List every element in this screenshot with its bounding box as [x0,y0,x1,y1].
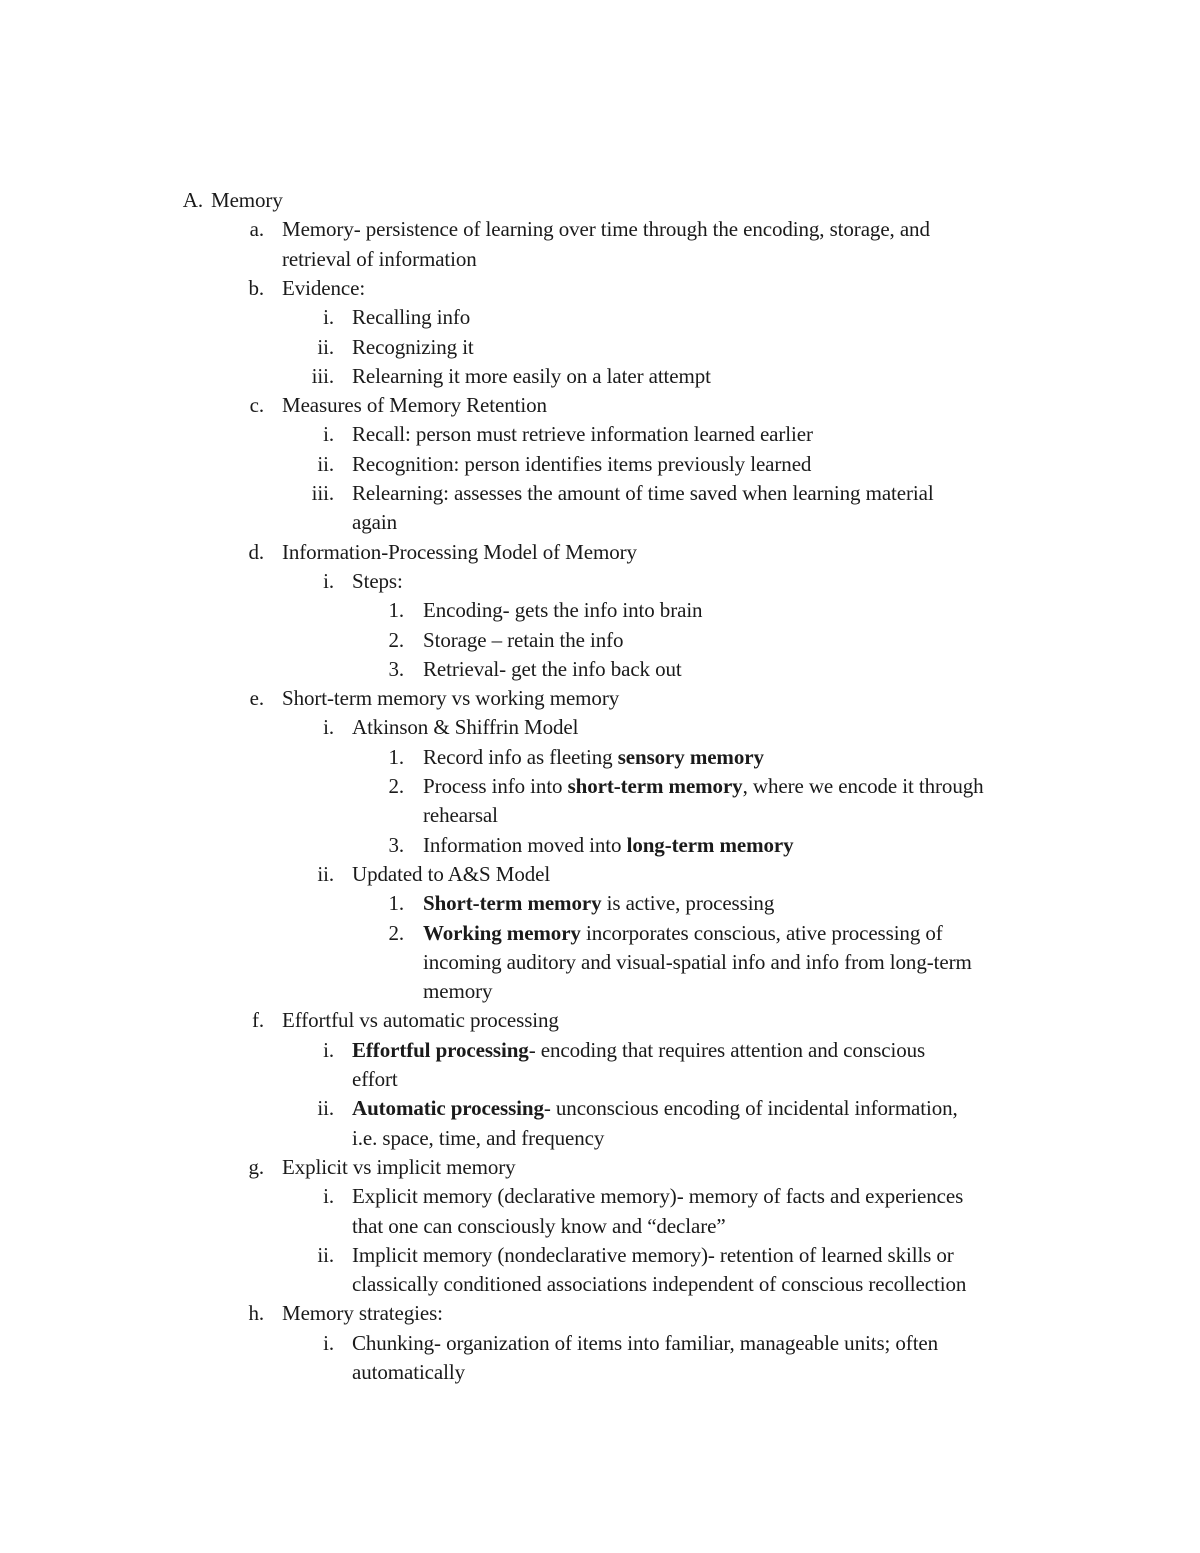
list-item-text [352,713,578,742]
text-run: Memory [211,188,283,212]
text-run: Measures of Memory Retention [282,393,547,418]
text-run: Relearning it more easily on a later attempt [352,363,711,388]
list-marker: h. [248,1301,264,1326]
text-run: automatically [352,1360,465,1384]
text-run: rehearsal [423,803,498,828]
list-marker: i. [323,422,334,447]
text-run: Recognition: person identifies items previously learned [352,451,812,476]
list-item-text [352,567,403,596]
list-item-text [282,391,547,420]
text-run: Information moved into [423,832,627,857]
list-item-text [352,1036,925,1065]
text-run: Chunking- organization of items into familiar, manageable units; often [352,1330,939,1355]
text-run: - encoding that requires attention and conscious [528,1037,926,1062]
list-item-text [282,538,637,567]
list-item-text [352,508,397,537]
list-marker: i. [323,715,334,740]
list-marker: 3. [388,656,404,681]
text-run: Atkinson & Shiffrin Model [352,715,579,740]
list-item-text [423,655,682,684]
list-item-text [352,450,811,479]
list-item-text [423,948,972,977]
list-marker: f. [251,1008,264,1033]
list-marker: 1. [388,891,404,916]
list-item-text [423,772,984,801]
list-item-text [423,977,492,1006]
text-run: i.e. space, time, and frequency [352,1125,605,1150]
list-item-text [352,1329,938,1358]
list-marker: i. [323,1184,334,1209]
list-item-text [352,1241,954,1270]
list-item-text [282,1299,443,1328]
text-run: Retrieval- get the info back out [423,656,682,681]
list-item-text [352,1065,398,1094]
list-item-text [352,1124,604,1153]
list-item-text [352,1212,726,1241]
list-item-text [282,684,619,713]
list-item-text [352,420,813,449]
list-marker: i. [323,305,334,330]
list-item-text [423,919,943,948]
text-run: that one can consciously know and “declare” [352,1213,726,1238]
list-marker: i. [323,1037,334,1062]
text-run: Memory- persistence of learning over time through the encoding, storage, and [282,217,930,242]
text-run: Explicit memory (declarative memory)- memory of facts and experiences [352,1184,964,1209]
bold-term: sensory memory [617,744,764,769]
list-item-text [423,626,623,655]
bold-term: Automatic processing [352,1096,544,1121]
list-item-text [282,245,477,274]
list-item-text [352,479,934,508]
list-marker: g. [248,1154,264,1179]
list-item-text [423,801,498,830]
text-run: Steps: [352,568,403,593]
list-marker: i. [323,568,334,593]
list-marker: ii. [317,861,334,886]
list-marker: e. [249,686,264,711]
text-run: effort [352,1067,398,1091]
list-item-text [423,743,764,772]
text-run: Implicit memory (nondeclarative memory)- retention of learned skills or [352,1242,954,1267]
text-run: Process info into [423,774,568,798]
text-run: incoming auditory and visual-spatial info and info from long-term [423,949,972,974]
text-run: again [352,510,397,535]
text-run: Memory strategies: [282,1301,443,1326]
text-run: classically conditioned associations independent of conscious recollection [352,1272,967,1297]
text-run: Explicit vs implicit memory [282,1154,516,1179]
list-item-text [282,1006,559,1035]
bold-term: Effortful processing [352,1037,529,1062]
bold-term: long-term memory [626,832,794,857]
text-run: is active, processing [601,891,775,916]
text-run: memory [423,979,493,1004]
list-marker: c. [249,393,264,418]
list-item-text [423,596,702,625]
list-marker: a. [249,217,264,242]
list-item-text [352,1094,958,1123]
list-item-text [352,860,550,889]
list-item-text [423,831,794,860]
list-marker: iii. [311,363,334,388]
text-run: Encoding- gets the info into brain [423,598,703,623]
list-item-text [282,1153,516,1182]
list-marker: i. [323,1330,334,1355]
list-item-text [211,186,283,215]
list-item-text [282,274,365,303]
bold-term: Short-term memory [423,891,602,916]
list-item-text [352,1270,966,1299]
text-run: Record info as fleeting [423,744,618,769]
list-marker: 1. [388,744,404,769]
text-run: Short-term memory vs working memory [282,686,620,711]
list-marker: ii. [317,334,334,359]
list-marker: ii. [317,1096,334,1121]
text-run: Recalling info [352,305,471,330]
text-run: Recognizing it [352,334,474,359]
text-run: Evidence: [282,275,366,300]
list-marker: 2. [388,920,404,945]
list-marker: 1. [388,598,404,623]
list-marker: A. [182,188,203,212]
list-marker: b. [248,275,264,300]
list-marker: d. [248,539,264,564]
bold-term: Working memory [423,920,581,945]
text-run: Updated to A&S Model [352,861,551,886]
text-run: Information-Processing Model of Memory [282,539,637,564]
list-item-text [352,333,474,362]
bold-term: short-term memory [567,774,743,798]
list-item-text [352,303,470,332]
list-item-text [282,215,930,244]
list-marker: ii. [317,451,334,476]
list-item-text [352,1358,465,1387]
text-run: , where we encode it through [742,774,984,798]
list-item-text [352,1182,963,1211]
list-marker: ii. [317,1242,334,1267]
text-run: incorporates conscious, ative processing of [580,920,943,945]
text-run: retrieval of information [282,246,477,271]
text-run: Effortful vs automatic processing [282,1008,559,1033]
text-run: Relearning: assesses the amount of time saved when learning material [352,481,934,505]
text-run: Storage – retain the info [423,627,624,652]
list-marker: 3. [388,832,404,857]
list-item-text [423,889,774,918]
list-marker: 2. [388,774,404,798]
text-run: Recall: person must retrieve information learned earlier [352,422,813,447]
list-marker: iii. [311,481,334,505]
list-marker: 2. [388,627,404,652]
text-run: - unconscious encoding of incidental information, [543,1096,958,1121]
list-item-text [352,362,711,391]
